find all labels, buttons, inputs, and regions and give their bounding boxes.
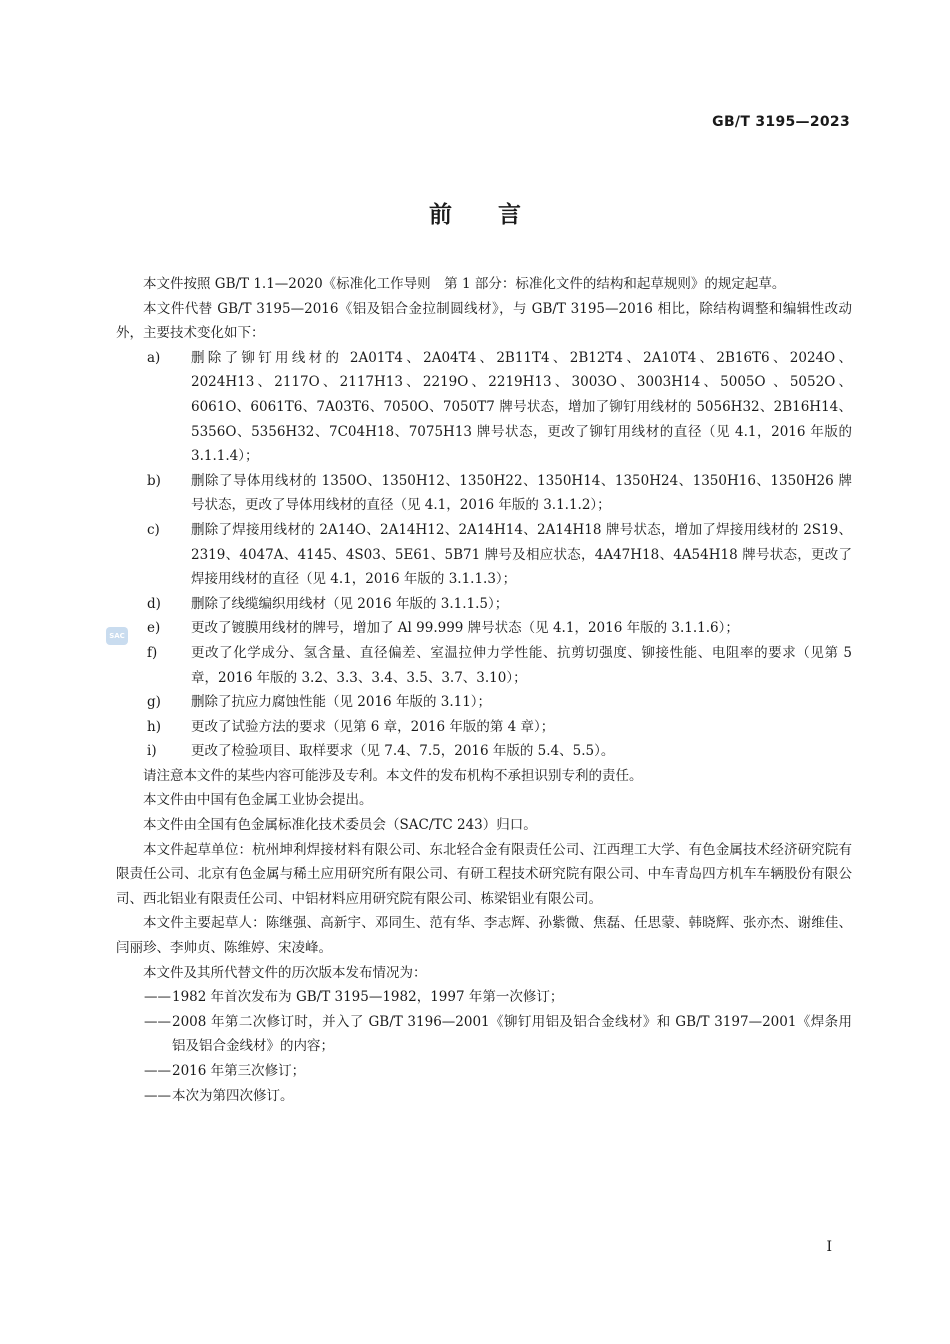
history-item: [116, 1059, 852, 1084]
list-marker: i): [147, 743, 157, 760]
history-item-text: 2016 年第三次修订；: [172, 1063, 306, 1079]
list-marker: g): [147, 694, 161, 711]
list-item-text: 更改了检验项目、取样要求（见 7.4、7.5，2016 年版的 5.4、5.5）。: [191, 743, 615, 760]
list-marker: c): [147, 521, 160, 538]
paragraph: 本文件按照 GB/T 1.1—2020《标准化工作导则 第 1 部分：标准化文件的结构和起草规则》的规定起草。: [143, 276, 786, 292]
history-item: [116, 1010, 852, 1059]
list-item-text: 删除了抗应力腐蚀性能（见 2016 年版的 3.11）；: [191, 694, 492, 711]
list-item-text: 更改了试验方法的要求（见第 6 章，2016 年版的第 4 章）；: [191, 718, 555, 735]
dash-marker: ——: [144, 989, 171, 1006]
list-marker: e): [147, 620, 161, 637]
dash-marker: ——: [144, 1087, 171, 1104]
list-item-text: 删除了线缆编织用线材（见 2016 年版的 3.1.1.5）；: [191, 595, 509, 612]
list-item: [116, 518, 852, 592]
history-item-text: 1982 年首次发布为 GB/T 3195—1982，1997 年第一次修订；: [172, 989, 564, 1006]
paragraph: 本文件主要起草人：陈继强、高新宇、邓同生、范有华、李志辉、孙紫微、焦磊、任思蒙、韩晓辉、张亦杰、谢维佳、闫丽珍、李帅贞、陈维婷、宋凌峰。: [116, 915, 852, 957]
list-item: [116, 690, 852, 715]
list-item: [116, 739, 852, 764]
list-item: [116, 592, 852, 617]
dash-marker: ——: [144, 1063, 171, 1079]
paragraph: 本文件由全国有色金属标准化技术委员会（SAC/TC 243）归口。: [143, 817, 537, 834]
list-marker: a): [147, 349, 161, 366]
page-number: I: [826, 1239, 832, 1255]
history-item-text: 2008 年第二次修订时，并入了 GB/T 3196—2001《铆钉用铝及铝合金线材》和 GB/T 3197—2001《焊条用铝及铝合金线材》的内容；: [172, 1013, 852, 1055]
standard-code: GB/T 3195—2023: [712, 114, 850, 130]
list-item: [116, 616, 852, 641]
list-item: [116, 715, 852, 740]
list-item: [116, 641, 852, 690]
page-title: 前 言: [429, 202, 521, 228]
paragraph: 本文件代替 GB/T 3195—2016《铝及铝合金拉制圆线材》，与 GB/T 3195—2016 相比，除结构调整和编辑性改动外，主要技术变化如下：: [116, 300, 852, 342]
list-item-text: 更改了镀膜用线材的牌号，增加了 Al 99.999 牌号状态（见 4.1，2016 年版的 3.1.1.6）；: [191, 620, 739, 637]
list-item: [116, 346, 852, 469]
list-marker: d): [147, 595, 161, 612]
change-list: [116, 346, 852, 764]
list-marker: h): [147, 718, 161, 735]
sac-logo-icon: SAC: [106, 627, 128, 645]
list-item-text: 删除了导体用线材的 1350O、1350H12、1350H22、1350H14、1350H24、1350H16、1350H26 牌号状态，更改了导体用线材的直径（见 4.1，2016 年版的 3.1.1.2）；: [191, 472, 852, 514]
list-item: [116, 469, 852, 518]
list-item-text: 更改了化学成分、氢含量、直径偏差、室温拉伸力学性能、抗剪切强度、铆接性能、电阻率的要求（见第 5 章，2016 年版的 3.2、3.3、3.4、3.5、3.7、3.10）；: [191, 644, 852, 686]
history-item: [116, 985, 852, 1010]
history-item-text: 本次为第四次修订。: [172, 1087, 294, 1104]
history-item: [116, 1084, 852, 1109]
list-item-text: 删除了铆钉用线材的 2A01T4、2A04T4、2B11T4、2B12T4、2A10T4、2B16T6、2024O、2024H13、2117O、2117H13、2219O、2219H13、3003O、3003H14、5005O 、5052O、6061O、6061T6、7A03T6、7050O、7050T7 牌号状态，增加了铆钉用线材的 5056H32、2B16H14、5356O、5356H32、7C04H18、7075H13 牌号状态，更改了铆钉用线材的直径（见 4.1，2016 年版的 3.1.1.4）；: [191, 349, 852, 465]
history-list: [116, 985, 852, 1108]
list-item-text: 删除了焊接用线材的 2A14O、2A14H12、2A14H14、2A14H18 牌号状态，增加了焊接用线材的 2S19、2319、4047A、4145、4S03、5E61、5B71 牌号及相应状态，4A47H18、4A54H18 牌号状态，更改了焊接用线材的直径（见 4.1，2016 年版的 3.1.1.3）；: [191, 521, 852, 588]
paragraph: 本文件起草单位：杭州坤利焊接材料有限公司、东北轻合金有限责任公司、江西理工大学、有色金属技术经济研究院有限责任公司、北京有色金属与稀土应用研究所有限公司、有研工程技术研究院有限公司、中车青岛四方机车车辆股份有限公司、西北铝业有限责任公司、中铝材料应用研究院有限公司、栋梁铝业有限公司。: [116, 841, 852, 907]
paragraph: 本文件由中国有色金属工业协会提出。: [143, 792, 373, 809]
dash-marker: ——: [144, 1013, 171, 1030]
list-marker: f): [147, 644, 158, 661]
foreword-body: [116, 272, 852, 1108]
paragraph: 请注意本文件的某些内容可能涉及专利。本文件的发布机构不承担识别专利的责任。: [143, 767, 643, 784]
paragraph: 本文件及其所代替文件的历次版本发布情况为：: [143, 964, 427, 981]
list-marker: b): [147, 472, 161, 489]
